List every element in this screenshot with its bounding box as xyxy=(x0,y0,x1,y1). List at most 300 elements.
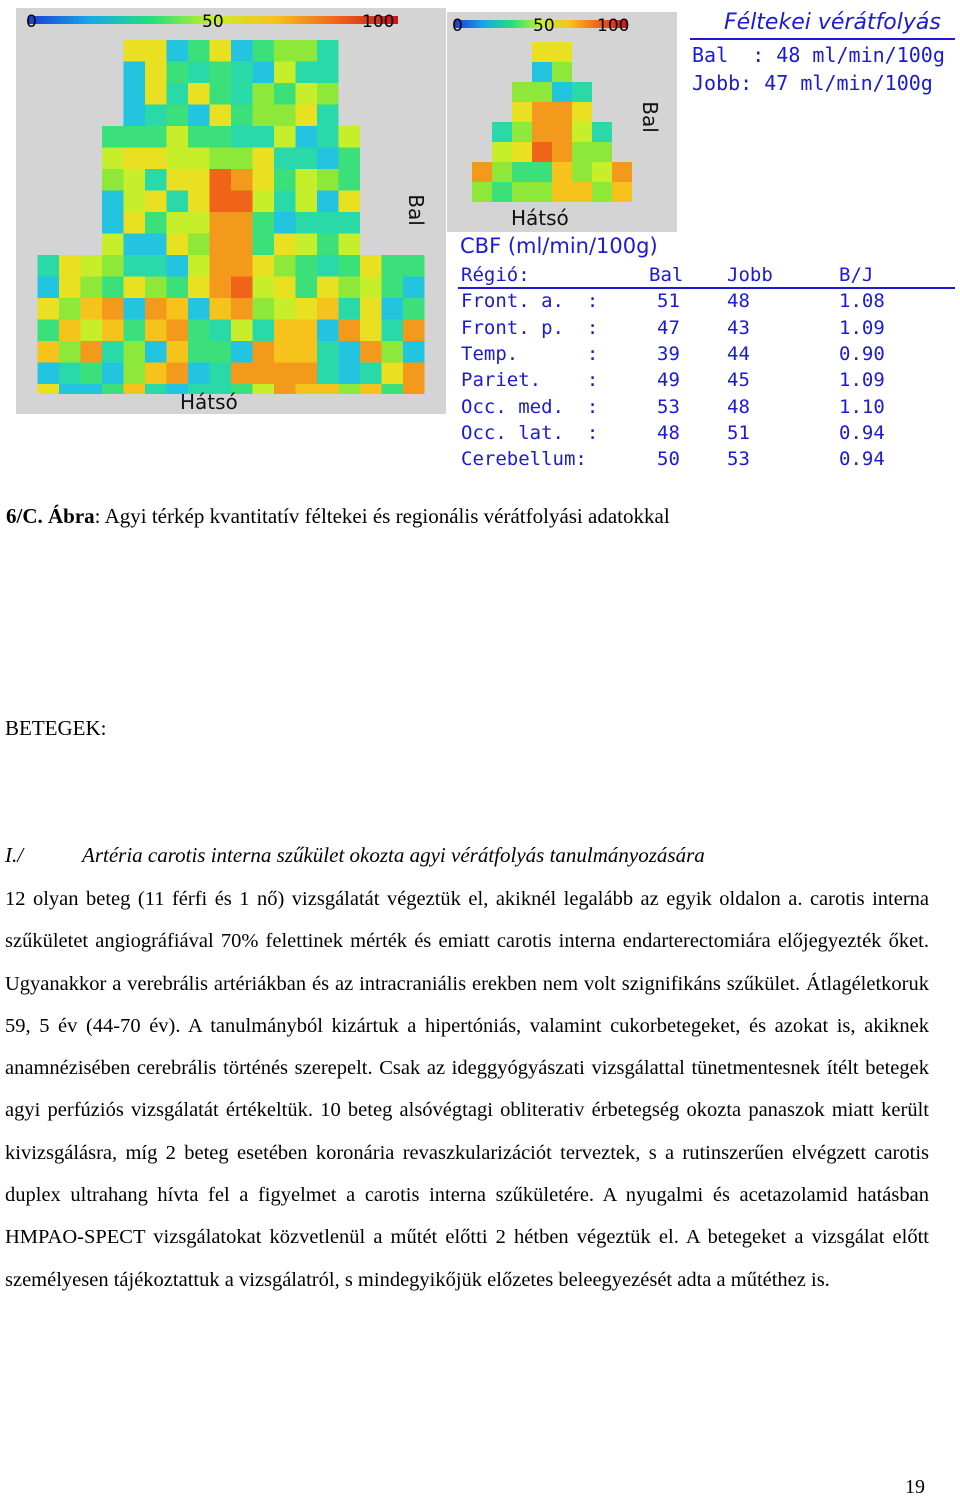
heatmap-tile xyxy=(296,212,318,234)
heatmap-tile xyxy=(231,341,253,363)
page-number: 19 xyxy=(905,1476,925,1498)
heatmap-tile xyxy=(403,255,425,277)
heatmap-tile xyxy=(145,363,167,385)
heatmap-tile xyxy=(167,255,189,277)
heatmap-tile xyxy=(145,255,167,277)
heatmap-tile xyxy=(317,384,339,394)
heatmap-tile xyxy=(512,142,532,162)
heatmap-tile xyxy=(532,82,552,102)
heatmap-tile xyxy=(124,234,146,256)
heatmap-tile xyxy=(188,234,210,256)
heatmap-tile xyxy=(145,105,167,127)
heatmap-tile xyxy=(317,40,339,62)
heatmap-tile xyxy=(188,341,210,363)
heatmap-tile xyxy=(167,277,189,299)
heatmap-tile xyxy=(231,169,253,191)
heatmap-tile xyxy=(317,363,339,385)
heatmap-tile xyxy=(167,148,189,170)
heatmap-tile xyxy=(231,126,253,148)
heatmap-tile xyxy=(339,320,361,342)
heatmap-tile xyxy=(210,83,232,105)
heatmap-tile xyxy=(124,62,146,84)
heatmap-tile xyxy=(360,363,382,385)
scale-tick-100: 100 xyxy=(362,12,395,32)
posterior-label-large: Hátsó xyxy=(180,390,238,414)
heatmap-tile xyxy=(274,363,296,385)
heatmap-tile xyxy=(167,169,189,191)
heatmap-tile xyxy=(382,298,404,320)
heatmap-tile xyxy=(102,320,124,342)
heatmap-tile xyxy=(167,83,189,105)
heatmap-tile xyxy=(592,162,612,182)
heatmap-tile xyxy=(512,102,532,122)
heatmap-tile xyxy=(38,363,60,385)
heatmap-tile xyxy=(403,384,425,394)
side-label-large: Bal xyxy=(403,194,428,226)
heatmap-tile xyxy=(124,191,146,213)
heatmap-tile xyxy=(231,83,253,105)
cbf-region-name: Front. p. : xyxy=(461,316,599,339)
cbf-ratio-value: 1.08 xyxy=(839,290,885,313)
heatmap-tile xyxy=(339,341,361,363)
cbf-right-value: 48 xyxy=(727,395,750,418)
cbf-region-name: Front. a. : xyxy=(461,290,599,313)
cbf-left-value: 39 xyxy=(657,343,680,366)
heatmap-tile xyxy=(81,277,103,299)
heatmap-tile xyxy=(145,83,167,105)
heatmap-tile xyxy=(403,320,425,342)
heatmap-tile xyxy=(512,182,532,202)
heatmap-tile xyxy=(210,191,232,213)
heatmap-tile xyxy=(188,363,210,385)
heatmap-tile xyxy=(472,162,492,182)
heatmap-tile xyxy=(102,191,124,213)
heatmap-tile xyxy=(253,298,275,320)
heatmap-tile xyxy=(102,363,124,385)
heatmap-tile xyxy=(296,126,318,148)
heatmap-tile xyxy=(253,105,275,127)
heatmap-tile xyxy=(552,122,572,142)
heatmap-tile xyxy=(572,82,592,102)
scale-tick-50: 50 xyxy=(202,12,224,32)
heatmap-tile xyxy=(188,255,210,277)
heatmap-tile xyxy=(296,83,318,105)
heatmap-tile xyxy=(59,255,81,277)
heatmap-tile xyxy=(296,234,318,256)
heatmap-tile xyxy=(532,102,552,122)
heatmap-tile xyxy=(274,126,296,148)
heatmap-tile xyxy=(253,148,275,170)
heatmap-tile xyxy=(210,363,232,385)
heatmap-tile xyxy=(124,105,146,127)
heatmap-tile xyxy=(59,341,81,363)
heatmap-tile xyxy=(339,277,361,299)
figure xyxy=(0,0,960,470)
heatmap-tile xyxy=(492,182,512,202)
heatmap-tile xyxy=(102,212,124,234)
heatmap-tile xyxy=(188,169,210,191)
posterior-label-small: Hátsó xyxy=(511,206,569,230)
heatmap-tile xyxy=(38,277,60,299)
heatmap-tile xyxy=(210,298,232,320)
heatmap-tile xyxy=(360,341,382,363)
heatmap-tile xyxy=(253,320,275,342)
heatmap-tile xyxy=(124,341,146,363)
heatmap-tile xyxy=(572,102,592,122)
heatmap-tile xyxy=(532,142,552,162)
scale-tick-100-small: 100 xyxy=(597,16,630,36)
cbf-left-value: 48 xyxy=(657,421,680,444)
heatmap-tile xyxy=(296,255,318,277)
heatmap-tile xyxy=(274,234,296,256)
cbf-left-value: 53 xyxy=(657,395,680,418)
heatmap-tile xyxy=(572,142,592,162)
heatmap-tile xyxy=(296,40,318,62)
hemispheric-rule xyxy=(690,38,955,40)
item-heading xyxy=(5,843,935,868)
heatmap-tile xyxy=(492,162,512,182)
heatmap-tile xyxy=(231,234,253,256)
heatmap-tile xyxy=(339,363,361,385)
caption-text: : Agyi térkép kvantitatív féltekei és regionális vérátfolyási adatokkal xyxy=(94,504,670,528)
heatmap-tile xyxy=(188,126,210,148)
heatmap-tile xyxy=(274,40,296,62)
heatmap-tile xyxy=(145,169,167,191)
heatmap-tile xyxy=(382,320,404,342)
heatmap-tile xyxy=(59,363,81,385)
heatmap-tile xyxy=(81,255,103,277)
heatmap-tile xyxy=(253,255,275,277)
heatmap-tile xyxy=(253,126,275,148)
heatmap-tile xyxy=(210,40,232,62)
cbf-left-value: 51 xyxy=(657,290,680,313)
cbf-header-right: Jobb xyxy=(727,264,773,287)
heatmap-tile xyxy=(253,363,275,385)
heatmap-tile xyxy=(296,298,318,320)
heatmap-tile xyxy=(317,148,339,170)
heatmap-tile xyxy=(552,42,572,62)
heatmap-tile xyxy=(317,298,339,320)
cbf-row xyxy=(461,367,885,393)
item-heading-text: Artéria carotis interna szűkület okozta agyi vérátfolyás tanulmányozására xyxy=(82,843,705,867)
heatmap-tile xyxy=(339,126,361,148)
heatmap-tile xyxy=(296,320,318,342)
heatmap-tile xyxy=(339,191,361,213)
heatmap-tile xyxy=(124,320,146,342)
heatmap-tile xyxy=(167,320,189,342)
heatmap-tile xyxy=(81,341,103,363)
heatmap-tile xyxy=(382,363,404,385)
cbf-right-value: 53 xyxy=(727,448,750,471)
heatmap-tile xyxy=(167,62,189,84)
heatmap-tile xyxy=(317,320,339,342)
heatmap-tile xyxy=(210,212,232,234)
heatmap-tile xyxy=(81,298,103,320)
heatmap-tile xyxy=(492,142,512,162)
heatmap-tile xyxy=(382,341,404,363)
heatmap-tile xyxy=(145,148,167,170)
heatmap-tile xyxy=(339,148,361,170)
heatmap-tile xyxy=(81,320,103,342)
heatmap-tile xyxy=(532,182,552,202)
heatmap-tile xyxy=(296,341,318,363)
cbf-region-name: Temp. : xyxy=(461,343,599,366)
heatmap-tile xyxy=(317,341,339,363)
heatmap-tile xyxy=(274,191,296,213)
heatmap-tile xyxy=(253,83,275,105)
heatmap-tile xyxy=(532,42,552,62)
cbf-right-value: 44 xyxy=(727,343,750,366)
heatmap-tile xyxy=(274,320,296,342)
cbf-right-value: 48 xyxy=(727,290,750,313)
cbf-row xyxy=(461,393,885,419)
heatmap-tile xyxy=(231,298,253,320)
heatmap-tile xyxy=(572,182,592,202)
heatmap-tile xyxy=(124,384,146,394)
heatmap-tile xyxy=(124,298,146,320)
cbf-ratio-value: 0.94 xyxy=(839,448,885,471)
heatmap-tile xyxy=(512,162,532,182)
heatmap-tile xyxy=(317,191,339,213)
body-paragraph: 12 olyan beteg (11 férfi és 1 nő) vizsgálatát végeztük el, akiknél legalább az egyik oldalon a. carotis interna szűkületet angiográfiával 70% felettinek mérték és emiatt carotis interna endarterectomiára előjegyezték őket. Ugyanakkor a verebrális artériákban és az intracraniális erekben nem volt szignifikáns szűkület. Átlagéletkoruk 59, 5 év (44-70 év). A tanulmányból kizártuk a hipertóniás, valamint cukorbetegeket, és azokat is, akiknek anamnézisében cerebrális történés szerepelt. Csak az ideggyógyászati vizsgálattal tünetmentesnek ítélt betegek agyi perfúziós vizsgálatát értékeltük. 10 beteg alsóvégtagi obliterativ érbetegség okozta panaszok miatt került kivizsgálásra, míg 2 beteg esetében koronária revaszkularizációt terveztek, s a rutinszerűen elvégzett carotis duplex ultrahang hívta fel a figyelmet a carotis interna szűkületére. A nyugalmi és acetazolamid hatásban HMPAO-SPECT vizsgálatokat közvetlenül a műtét előtti 2 hétben végeztük el. A betegeket a vizsgálat előtt személyesen tájékoztattuk a vizsgálatról, s mindegyikőjük előzetes beleegyezését adta a műtéthez is. xyxy=(5,888,929,1291)
heatmap-tile xyxy=(102,384,124,394)
heatmap-tile xyxy=(145,384,167,394)
heatmap-tile xyxy=(552,62,572,82)
heatmap-tile xyxy=(317,255,339,277)
heatmap-tile xyxy=(210,169,232,191)
heatmap-tile xyxy=(124,363,146,385)
heatmap-tile xyxy=(210,234,232,256)
heatmap-tile xyxy=(612,182,632,202)
heatmap-tile xyxy=(102,298,124,320)
heatmap-tile xyxy=(253,384,275,394)
heatmap-tile xyxy=(124,126,146,148)
cbf-ratio-value: 1.09 xyxy=(839,369,885,392)
heatmap-tile xyxy=(274,169,296,191)
heatmap-tile xyxy=(188,212,210,234)
heatmap-tile xyxy=(167,40,189,62)
heatmap-tile xyxy=(59,384,81,394)
cbf-right-value: 43 xyxy=(727,316,750,339)
heatmap-tile xyxy=(274,341,296,363)
caption-label: 6/C. Ábra xyxy=(6,504,95,528)
heatmap-tile xyxy=(296,169,318,191)
heatmap-tile xyxy=(492,122,512,142)
heatmap-tile xyxy=(38,320,60,342)
cbf-region-name: Occ. lat. : xyxy=(461,421,599,444)
heatmap-tile xyxy=(296,148,318,170)
hemispheric-right-value: Jobb: 47 ml/min/100g xyxy=(692,71,933,95)
heatmap-tile xyxy=(231,105,253,127)
cbf-ratio-value: 1.10 xyxy=(839,395,885,418)
heatmap-tile xyxy=(253,212,275,234)
heatmap-tile xyxy=(472,182,492,202)
heatmap-tile xyxy=(124,148,146,170)
heatmap-tile xyxy=(403,298,425,320)
heatmap-tile xyxy=(102,341,124,363)
heatmap-tile xyxy=(188,105,210,127)
heatmap-tile xyxy=(253,169,275,191)
heatmap-tile xyxy=(339,169,361,191)
heatmap-tile xyxy=(253,341,275,363)
scale-tick-0-small: 0 xyxy=(452,16,463,36)
heatmap-tile xyxy=(231,277,253,299)
heatmap-tile xyxy=(231,212,253,234)
heatmap-tile xyxy=(210,126,232,148)
heatmap-tile xyxy=(102,234,124,256)
heatmap-tile xyxy=(38,255,60,277)
heatmap-tile xyxy=(124,212,146,234)
cbf-left-value: 50 xyxy=(657,448,680,471)
heatmap-tile xyxy=(317,105,339,127)
side-label-small: Bal xyxy=(637,101,662,133)
heatmap-tile xyxy=(274,277,296,299)
heatmap-tile xyxy=(274,62,296,84)
heatmap-tile xyxy=(102,169,124,191)
heatmap-tile xyxy=(102,148,124,170)
heatmap-tile xyxy=(274,255,296,277)
heatmap-tile xyxy=(317,277,339,299)
cbf-header-row xyxy=(461,262,885,288)
heatmap-tile xyxy=(145,234,167,256)
heatmap-tile xyxy=(552,142,572,162)
heatmap-tile xyxy=(317,62,339,84)
heatmap-tile xyxy=(167,105,189,127)
heatmap-tile xyxy=(188,148,210,170)
heatmap-tile xyxy=(403,277,425,299)
heatmap-tile xyxy=(532,162,552,182)
heatmap-tile xyxy=(274,212,296,234)
heatmap-tile xyxy=(231,363,253,385)
heatmap-tile xyxy=(210,148,232,170)
heatmap-tile xyxy=(124,255,146,277)
heatmap-tile xyxy=(532,62,552,82)
heatmap-tile xyxy=(296,384,318,394)
heatmap-tile xyxy=(274,384,296,394)
cbf-header-region: Régió: xyxy=(461,264,530,287)
heatmap-tile xyxy=(59,298,81,320)
heatmap-tile xyxy=(552,182,572,202)
heatmap-tile xyxy=(145,320,167,342)
heatmap-tile xyxy=(360,255,382,277)
heatmap-tile xyxy=(210,277,232,299)
heatmap-tile xyxy=(231,148,253,170)
heatmap-tile xyxy=(210,255,232,277)
heatmap-tile xyxy=(145,277,167,299)
section-title: BETEGEK: xyxy=(5,716,107,740)
cbf-row xyxy=(461,341,885,367)
item-number: I./ xyxy=(5,843,24,867)
heatmap-tile xyxy=(124,83,146,105)
heatmap-tile xyxy=(167,341,189,363)
heatmap-tile xyxy=(210,105,232,127)
figure-caption xyxy=(6,504,670,529)
heatmap-tile xyxy=(167,212,189,234)
cbf-ratio-value: 1.09 xyxy=(839,316,885,339)
heatmap-tile xyxy=(532,122,552,142)
heatmap-tile xyxy=(102,126,124,148)
heatmap-tile xyxy=(188,277,210,299)
heatmap-tile xyxy=(339,255,361,277)
heatmap-tile xyxy=(296,363,318,385)
heatmap-tile xyxy=(274,83,296,105)
heatmap-tile xyxy=(231,191,253,213)
cbf-right-value: 51 xyxy=(727,421,750,444)
heatmap-tile xyxy=(38,341,60,363)
heatmap-tile xyxy=(124,277,146,299)
heatmap-tile xyxy=(145,62,167,84)
heatmap-tile xyxy=(360,298,382,320)
heatmap-tile xyxy=(253,191,275,213)
heatmap-tile xyxy=(592,142,612,162)
heatmap-tile xyxy=(188,83,210,105)
cbf-right-value: 45 xyxy=(727,369,750,392)
cbf-region-name: Cerebellum: xyxy=(461,448,587,471)
heatmap-tile xyxy=(360,384,382,394)
heatmap-tile xyxy=(167,298,189,320)
cbf-left-value: 49 xyxy=(657,369,680,392)
heatmap-tile xyxy=(231,62,253,84)
heatmap-tile xyxy=(317,234,339,256)
heatmap-tile xyxy=(552,102,572,122)
cbf-header-ratio: B/J xyxy=(839,264,874,287)
heatmap-tile xyxy=(210,341,232,363)
cbf-ratio-value: 0.94 xyxy=(839,421,885,444)
scale-tick-50-small: 50 xyxy=(533,16,555,36)
heatmap-tile xyxy=(274,148,296,170)
heatmap-tile xyxy=(317,126,339,148)
heatmap-tile xyxy=(210,320,232,342)
heatmap-tile xyxy=(124,40,146,62)
heatmap-tile xyxy=(253,62,275,84)
heatmap-tile xyxy=(188,62,210,84)
heatmap-tile xyxy=(253,40,275,62)
heatmap-tile xyxy=(339,298,361,320)
heatmap-tile xyxy=(145,341,167,363)
hemispheric-flow-title: Féltekei vérátfolyás xyxy=(724,10,941,35)
heatmap-tile xyxy=(59,320,81,342)
cbf-row xyxy=(461,420,885,446)
heatmap-tile xyxy=(167,234,189,256)
heatmap-tile xyxy=(403,363,425,385)
scale-tick-0: 0 xyxy=(26,12,37,32)
heatmap-tile xyxy=(592,182,612,202)
heatmap-tile xyxy=(317,169,339,191)
large-brain-map xyxy=(16,8,446,414)
heatmap-tile xyxy=(339,212,361,234)
heatmap-tile xyxy=(38,384,60,394)
heatmap-tile xyxy=(403,341,425,363)
heatmap-tile xyxy=(592,122,612,142)
heatmap-tile xyxy=(145,298,167,320)
heatmap-tile xyxy=(572,162,592,182)
heatmap-tile xyxy=(512,122,532,142)
heatmap-tile xyxy=(124,169,146,191)
heatmap-tile xyxy=(231,255,253,277)
heatmap-tile xyxy=(296,191,318,213)
heatmap-tile xyxy=(317,212,339,234)
heatmap-tile xyxy=(81,384,103,394)
heatmap-tile xyxy=(59,277,81,299)
heatmap-tile xyxy=(296,277,318,299)
hemispheric-left-value: Bal : 48 ml/min/100g xyxy=(692,43,945,67)
heatmap-tile xyxy=(167,191,189,213)
heatmap-tile xyxy=(231,40,253,62)
heatmap-tile xyxy=(339,384,361,394)
cbf-ratio-value: 0.90 xyxy=(839,343,885,366)
cbf-region-name: Pariet. : xyxy=(461,369,599,392)
cbf-region-name: Occ. med. : xyxy=(461,395,599,418)
